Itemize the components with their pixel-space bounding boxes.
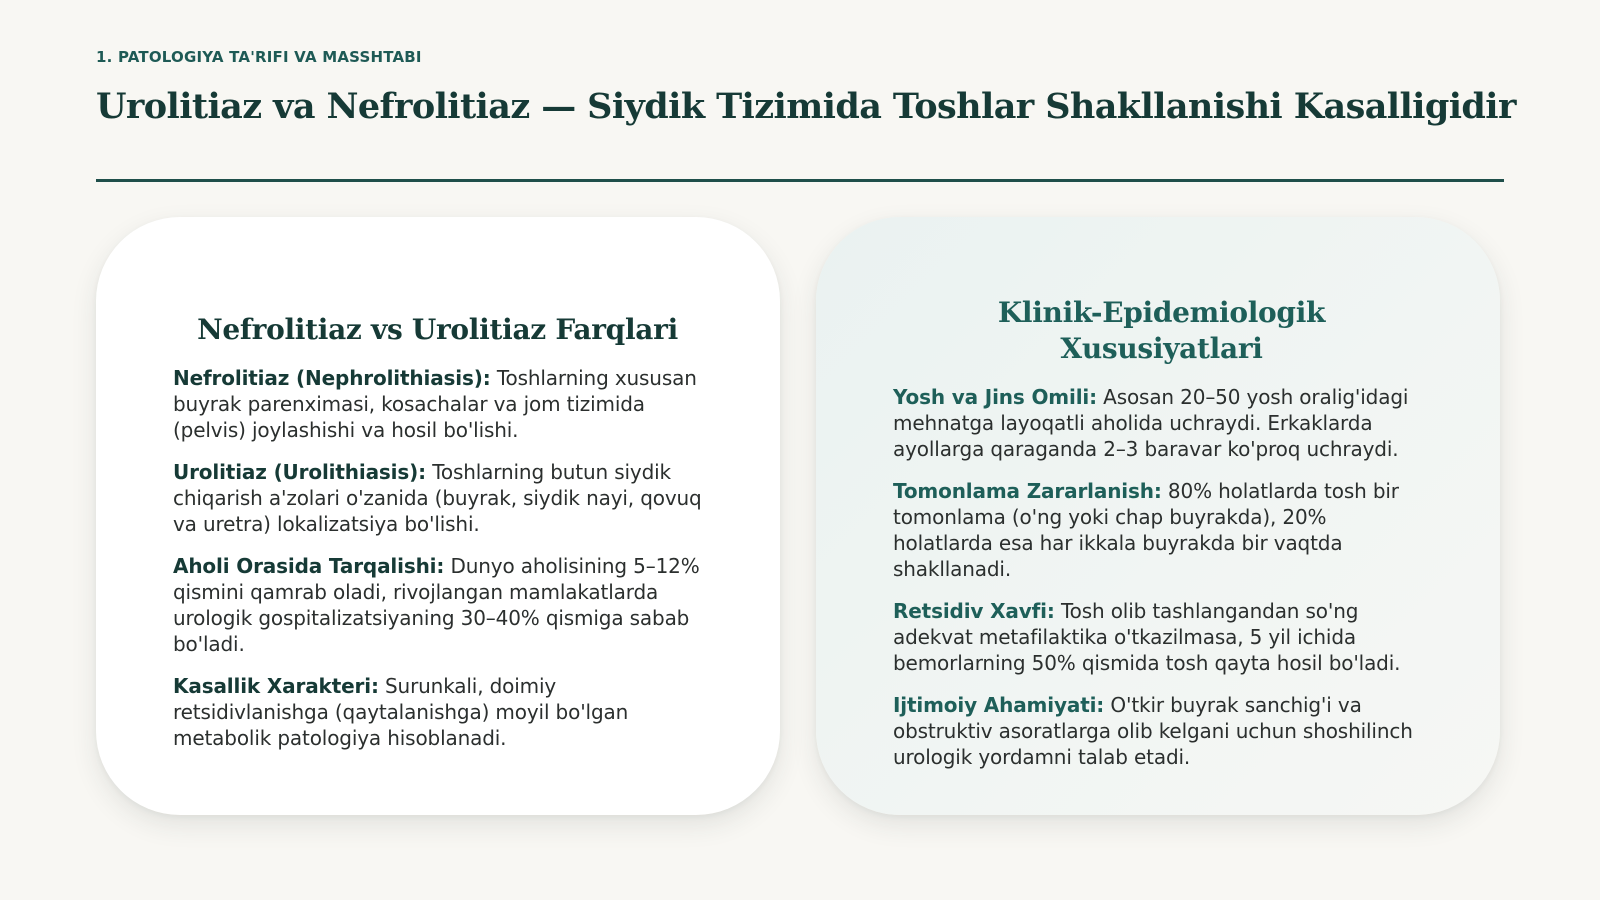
definition-item xyxy=(173,553,702,657)
definition-item-text: Dunyo aholisining 5–12% qismini qamrab oladi, rivojlangan mamlakatlarda urologik gospitalizatsiyaning 30–40% qismiga sabab bo'ladi. xyxy=(173,554,700,656)
definition-item xyxy=(173,673,702,751)
epidemiology-item xyxy=(893,478,1430,582)
epidemiology-item-text: Asosan 20–50 yosh oralig'idagi mehnatga layoqatli aholida uchraydi. Erkaklarda ayollarga qaraganda 2–3 baravar ko'proq uchraydi. xyxy=(893,385,1409,461)
title-divider xyxy=(96,179,1504,182)
section-eyebrow: 1. PATOLOGIYA TA'RIFI VA MASSHTABI xyxy=(96,48,422,66)
definitions-card-title: Nefrolitiaz vs Urolitiaz Farqlari xyxy=(197,313,678,346)
epidemiology-item-text: O'tkir buyrak sanchig'i va obstruktiv asoratlarga olib kelgani uchun shoshilinch urologik yordamni talab etadi. xyxy=(893,693,1413,769)
definition-item xyxy=(173,459,702,537)
epidemiology-item-label: Retsidiv Xavfi: xyxy=(893,599,1055,623)
epidemiology-item-label: Tomonlama Zararlanish: xyxy=(893,479,1162,503)
definition-item-text: Surunkali, doimiy retsidivlanishga (qaytalanishga) moyil bo'lgan metabolik patologiya hisoblanadi. xyxy=(173,674,629,750)
epidemiology-item xyxy=(893,692,1430,770)
slide-title: Urolitiaz va Nefrolitiaz — Siydik Tizimida Toshlar Shakllanishi Kasalligidir xyxy=(96,86,1516,127)
epidemiology-item-label: Yosh va Jins Omili: xyxy=(893,385,1097,409)
definition-item xyxy=(173,365,702,443)
definition-item-text: Toshlarning xususan buyrak parenximasi, kosachalar va jom tizimida (pelvis) joylashishi va hosil bo'lishi. xyxy=(173,366,697,442)
epidemiology-item-text: Tosh olib tashlangandan so'ng adekvat metafilaktika o'tkazilmasa, 5 yil ichida bemorlarning 50% qismida tosh qayta hosil bo'ladi. xyxy=(893,599,1401,675)
definition-item-label: Kasallik Xarakteri: xyxy=(173,674,379,698)
definition-item-label: Urolitiaz (Urolithiasis): xyxy=(173,460,426,484)
epidemiology-item-label: Ijtimoiy Ahamiyati: xyxy=(893,693,1105,717)
definitions-card xyxy=(96,217,780,815)
epidemiology-card-title: Klinik-Epidemiologik Xususiyatlari xyxy=(997,296,1326,365)
definition-item-label: Nefrolitiaz (Nephrolithiasis): xyxy=(173,366,491,390)
epidemiology-card xyxy=(816,217,1500,815)
definition-item-text: Toshlarning butun siydik chiqarish a'zolari o'zanida (buyrak, siydik nayi, qovuq va uretra) lokalizatsiya bo'lishi. xyxy=(173,460,702,536)
epidemiology-item-text: 80% holatlarda tosh bir tomonlama (o'ng yoki chap buyrakda), 20% holatlarda esa har ikkala buyrakda bir vaqtda shakllanadi. xyxy=(893,479,1399,581)
epidemiology-item xyxy=(893,384,1430,462)
definition-item-label: Aholi Orasida Tarqalishi: xyxy=(173,554,445,578)
epidemiology-item xyxy=(893,598,1430,676)
